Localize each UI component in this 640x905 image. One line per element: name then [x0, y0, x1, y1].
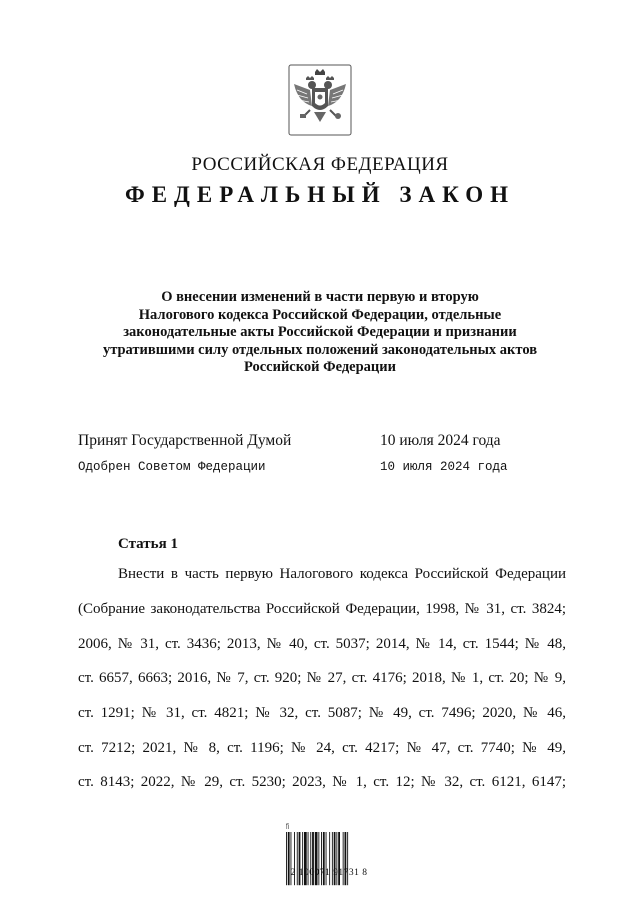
document-type: ФЕДЕРАЛЬНЫЙ ЗАКОН — [124, 182, 516, 207]
title-line: утратившими силу отдельных положений законодательных актов — [102, 341, 538, 358]
country-name: РОССИЙСКАЯ ФЕДЕРАЦИЯ — [191, 154, 449, 175]
svg-text:ﬁ: ﬁ — [286, 821, 289, 832]
coat-of-arms-icon — [288, 64, 352, 136]
article-heading: Статья 1 — [118, 536, 178, 552]
title-line: законодательные акты Российской Федерации и признании — [123, 324, 517, 340]
barcode-number: 2 100071 91731 8 — [290, 868, 368, 878]
article-text-line: ст. 1291; № 31, ст. 4821; № 32, ст. 5087; № 49, ст. 7496; 2020, № 46, — [78, 705, 566, 721]
article-text-line: Внести в часть первую Налогового кодекса Российской Федерации — [118, 566, 566, 582]
council-date: 10 июля 2024 года — [380, 460, 508, 474]
title-line: Российской Федерации — [243, 359, 396, 375]
duma-label: Принят Государственной Думой — [78, 432, 292, 449]
article-text-line: ст. 8143; 2022, № 29, ст. 5230; 2023, № 1, ст. 12; № 32, ст. 6121, 6147; — [78, 774, 566, 790]
title-line: О внесении изменений в части первую и вторую — [161, 289, 479, 305]
article-text-line: 2006, № 31, ст. 3436; 2013, № 40, ст. 5037; 2014, № 14, ст. 1544; № 48, — [78, 636, 566, 652]
article-text-line: (Собрание законодательства Российской Федерации, 1998, № 31, ст. 3824; — [78, 601, 566, 617]
duma-date: 10 июля 2024 года — [380, 432, 501, 449]
law-title — [95, 289, 545, 377]
article-text-line: ст. 6657, 6663; 2016, № 7, ст. 920; № 27, ст. 4176; 2018, № 1, ст. 20; № 9, — [78, 670, 566, 686]
council-label: Одобрен Советом Федерации — [78, 460, 266, 474]
title-line: Налогового кодекса Российской Федерации, отдельные — [138, 306, 502, 323]
article-text-line: ст. 7212; 2021, № 8, ст. 1196; № 24, ст. 4217; № 47, ст. 7740; № 49, — [78, 740, 566, 756]
